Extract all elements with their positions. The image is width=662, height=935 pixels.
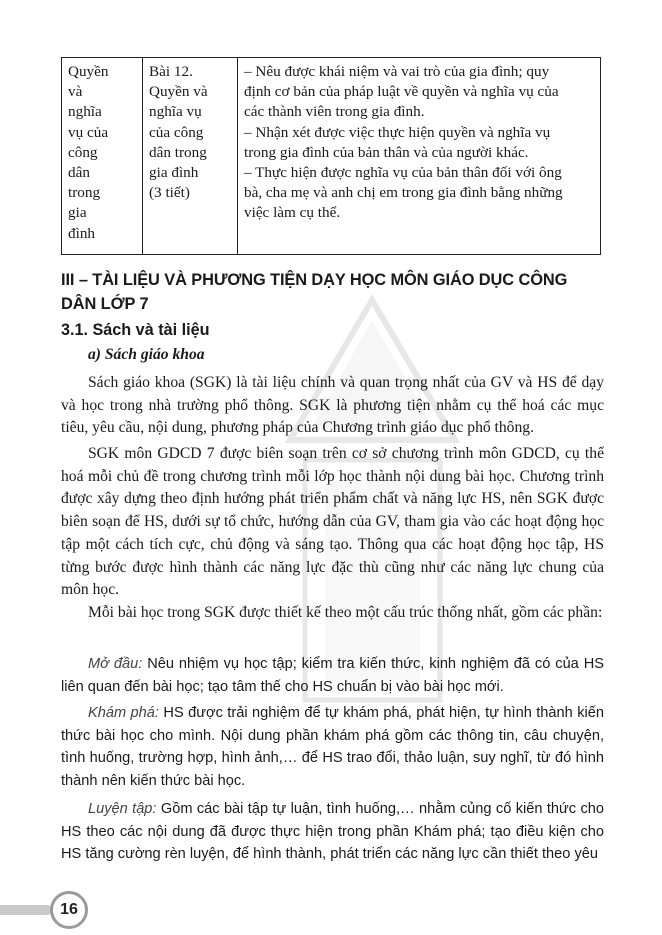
table-row [62, 58, 601, 255]
requirements-cell: – Nêu được khái niệm và vai trò của gia đình; quy định cơ bản của pháp luật về quyền và nghĩa vụ của các thành viên trong gia đình. – Nhận xét được việc thực hiện quyền và nghĩa vụ trong gia đình của bản thân và của người khác. – Thực hiện được nghĩa vụ của bản thân đối với ông bà, cha mẹ và anh chị em trong gia đình bằng những việc làm cụ thể. [238, 58, 601, 255]
paragraph-structure: Mỗi bài học trong SGK được thiết kế theo một cấu trúc thống nhất, gồm các phần: [88, 604, 603, 621]
paragraph-sgk-intro: Sách giáo khoa (SGK) là tài liệu chính và quan trọng nhất của GV và HS để dạy và học trong nhà trường phổ thông. SGK là phương tiện nhằm cụ thể hoá các mục tiêu, yêu cầu, nội dung, phương pháp của Chương trình giáo dục phổ thông. [61, 374, 604, 437]
paragraph-luyen-tap: Luyện tập: Gồm các bài tập tự luận, tình huống,… nhằm củng cố kiến thức cho HS theo các nội dung đã được thực hiện trong phần Khám phá; tạo điều kiện cho HS tăng cường rèn luyện, để hình thành, phát triển các năng lực cần thiết theo yêu [61, 801, 604, 863]
subsubheading: a) Sách giáo khoa [88, 346, 205, 363]
page-number: 16 [50, 891, 88, 929]
mo-dau-label: Mở đầu: [88, 656, 143, 672]
lesson-cell: Bài 12. Quyền và nghĩa vụ của công dân trong gia đình (3 tiết) [143, 58, 238, 255]
subheading: 3.1. Sách và tài liệu [61, 321, 210, 339]
paragraph-sgk-gdcd7: SGK môn GDCD 7 được biên soạn trên cơ sở chương trình môn GDCD, cụ thể hoá mỗi chủ đề trong chương trình mỗi lớp học thành nội dung bài học. Chương trình được xây dựng theo định hướng phát triển phẩm chất và năng lực HS, nên SGK được biên soạn để HS, dưới sự tổ chức, hướng dẫn của GV, tham gia vào các hoạt động học tập một cách tích cực, chủ động và sáng tạo. Thông qua các hoạt động học tập, HS từng bước được hình thành các năng lực đặc thù cũng như các năng lực chung của môn học. [61, 445, 604, 599]
topic-cell: Quyền và nghĩa vụ của công dân trong gia đình [62, 58, 143, 255]
luyen-tap-label: Luyện tập: [88, 801, 157, 817]
paragraph-mo-dau: Mở đầu: Nêu nhiệm vụ học tập; kiểm tra kiến thức, kinh nghiệm đã có của HS liên quan đến bài học; tạo tâm thế cho HS chuẩn bị vào bài học mới. [61, 656, 604, 695]
section-heading: III – TÀI LIỆU VÀ PHƯƠNG TIỆN DẠY HỌC MÔN GIÁO DỤC CÔNG DÂN LỚP 7 [61, 271, 568, 313]
paragraph-kham-pha: Khám phá: HS được trải nghiệm để tự khám phá, phát hiện, tự hình thành kiến thức bài học cho mình. Nội dung phần khám phá gồm các thông tin, câu chuyện, tình huống, trường hợp, hình ảnh,… để HS trao đổi, thảo luận, suy nghĩ, từ đó hình thành nên kiến thức bài học. [61, 705, 604, 790]
footer-bar [0, 905, 52, 915]
kham-pha-label: Khám phá: [88, 705, 159, 721]
curriculum-table [61, 57, 601, 255]
